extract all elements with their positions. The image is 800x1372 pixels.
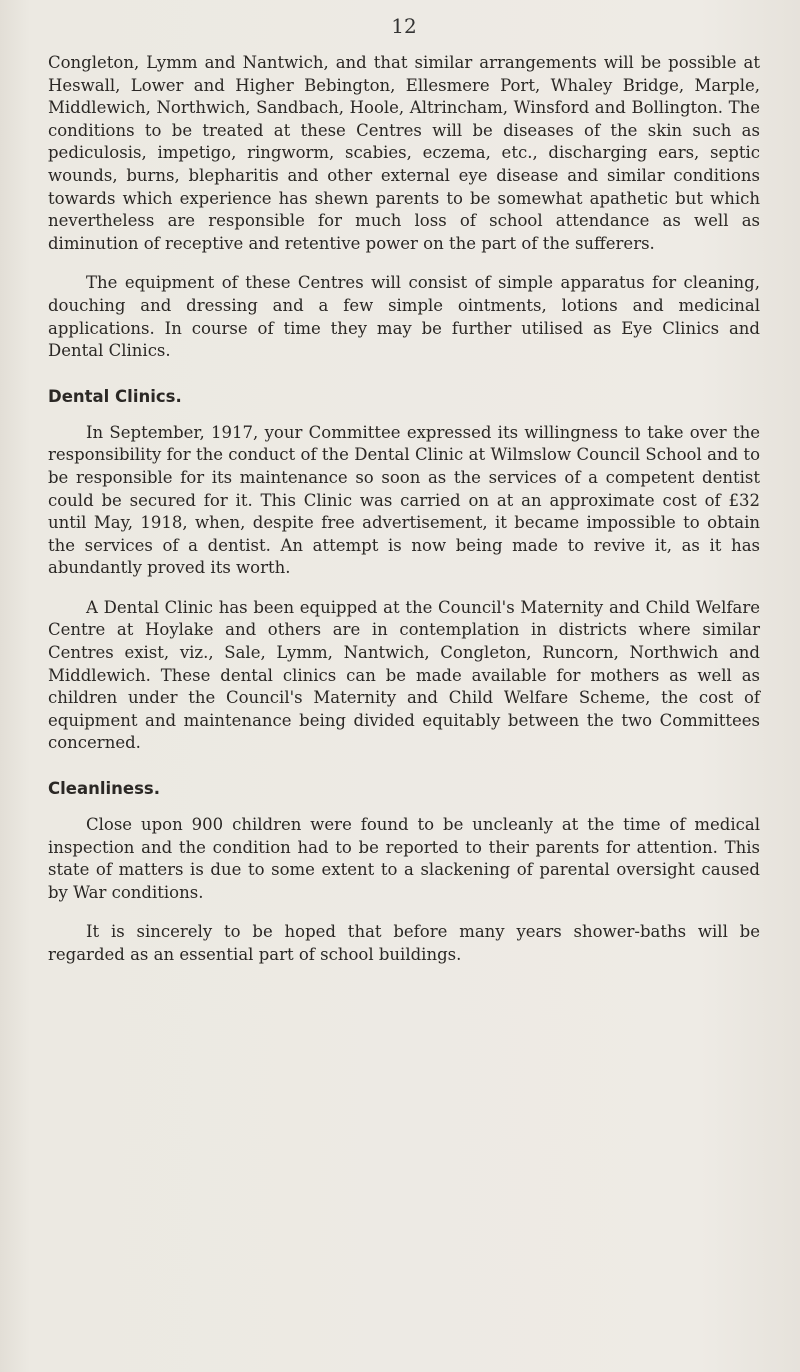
paragraph-intro-2: The equipment of these Centres will consist of simple apparatus for cleaning, douching and dressing and a few simple ointments, lotions and medicinal applications. In course of time they may be further utilised as Eye Clinics and Dental Clinics. <box>48 273 760 361</box>
paragraph-cleanliness-2: It is sincerely to be hoped that before many years shower-baths will be regarded as an essential part of school buildings. <box>48 922 760 964</box>
section-heading-cleanliness: Cleanliness. <box>48 779 160 799</box>
paragraph-dental-2: A Dental Clinic has been equipped at the Council's Maternity and Child Welfare Centre at Hoylake and others are in contemplation in districts where similar Centres exist, viz., Sale, Lymm, Nantwich, Congleton, Runcorn, Northwich and Middlewich. These dental clinics can be made available for mothers as well as children under the Council's Maternity and Child Welfare Scheme, the cost of equipment and maintenance being divided equitably between the two Committees concerned. <box>48 597 760 753</box>
paragraph-cleanliness-1: Close upon 900 children were found to be uncleanly at the time of medical inspection and the condition had to be reported to their parents for attention. This state of matters is due to some extent to a slackening of parental oversight caused by War conditions. <box>48 815 760 902</box>
paragraph-intro-1: Congleton, Lymm and Nantwich, and that similar arrangements will be possible at Heswall, Lower and Higher Bebington, Ellesmere Port, Whaley Bridge, Marple, Middlewich, Northwich, Sandbach, Hoole, Altrincham, Winsford and Bollington. The conditions to be treated at these Centres will be diseases of the skin such as pediculosis, impetigo, ringworm, scabies, eczema, etc., discharging ears, septic wounds, burns, blepharitis and other external eye disease and similar conditions towards which experience has shewn parents to be somewhat apathetic but which nevertheless are responsible for much loss of school attendance as well as diminution of receptive and retentive power on the part of the sufferers. <box>48 53 760 253</box>
paragraph-dental-1: In September, 1917, your Committee expressed its willingness to take over the responsibility for the conduct of the Dental Clinic at Wilmslow Council School and to be responsible for its maintenance so soon as the services of a competent dentist could be secured for it. This Clinic was carried on at an approximate cost of £32 until May, 1918, when, despite free advertisement, it became impossible to obtain the services of a dentist. An attempt is now being made to revive it, as it has abundantly proved its worth. <box>48 422 760 578</box>
page-number: 12 <box>391 14 417 38</box>
section-heading-dental: Dental Clinics. <box>48 386 182 406</box>
